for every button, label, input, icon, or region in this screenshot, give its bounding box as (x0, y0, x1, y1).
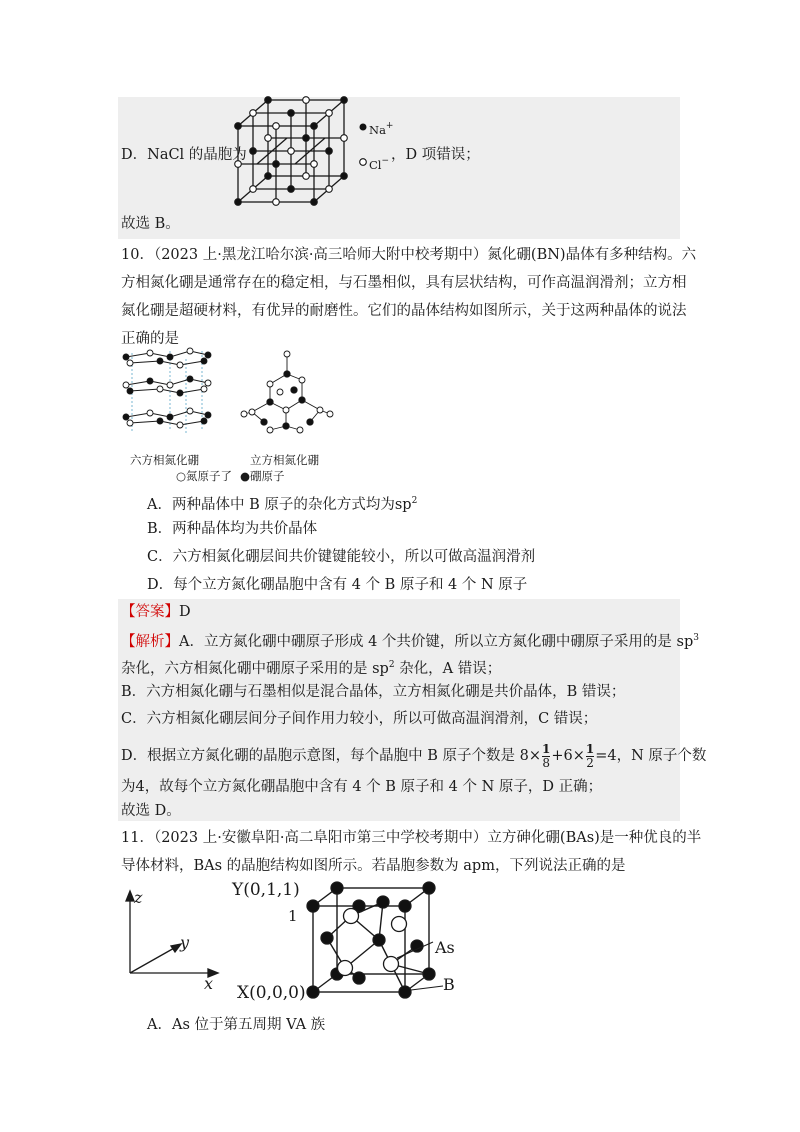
conclusion-b: 故选 B。 (121, 216, 180, 232)
nacl-unit-cell-figure (230, 96, 360, 216)
cubic-bn-figure (240, 350, 335, 435)
q11-option-a[interactable]: A．As 位于第五周期 VA 族 (147, 1017, 326, 1033)
q10-option-d[interactable]: D．每个立方氮化硼晶胞中含有 4 个 B 原子和 4 个 N 原子 (147, 577, 528, 593)
axis-x-label: x (204, 974, 214, 993)
fig-label-hexagonal: 六方相氮化硼 (130, 453, 199, 467)
q10-option-b[interactable]: B．两种晶体均为共价晶体 (147, 521, 318, 537)
q10-analysis-a2: 杂化，六方相氮化硼中硼原子采用的是 $sp^2$ 杂化，A 错误； (121, 660, 502, 677)
q10-analysis-a1: 【解析】A．立方氮化硼中硼原子形成 4 个共价键，所以立方氮化硼中硼原子采用的是 $sp^3$ (121, 633, 699, 650)
hexagonal-bn-figure (120, 345, 215, 440)
label-point-y: Y(0,1,1) (232, 880, 300, 900)
legend-na-dot (358, 122, 368, 132)
axis-y-label: y (180, 933, 190, 952)
legend-cl-dot (358, 157, 368, 167)
q10-stem-line1: 10．（2023 上·黑龙江哈尔滨·高三哈师大附中校考期中）氮化硼(BN)晶体有多种结构。六 (121, 247, 697, 263)
bas-unit-cell-figure (305, 882, 445, 1002)
q10-analysis-c: C．六方相氮化硼层间分子间作用力较小，所以可做高温润滑剂，C 错误； (121, 711, 598, 727)
legend-cl: Cl− (369, 156, 390, 172)
q10-option-a[interactable]: A．两种晶体中 B 原子的杂化方式均为$sp^2$ (147, 496, 418, 513)
q10-stem-line3: 氮化硼是超硬材料，有优异的耐磨性。它们的晶体结构如图所示，关于这两种晶体的说法 (121, 303, 687, 319)
label-point-x: X(0,0,0) (237, 983, 306, 1003)
q10-option-c[interactable]: C．六方相氮化硼层间共价键键能较小，所以可做高温润滑剂 (147, 549, 536, 565)
q11-stem-line2: 导体材料，BAs 的晶胞结构如图所示。若晶胞参数为 apm，下列说法正确的是 (121, 858, 626, 874)
fraction-one-half: $\frac{1}{2}$ (585, 741, 595, 770)
q10-stem-line2: 方相氮化硼是通常存在的稳定相，与石墨相似，具有层状结构，可作高温润滑剂；立方相 (121, 275, 687, 291)
label-as: As (435, 938, 455, 957)
fig-label-cubic: 立方相氮化硼 (250, 453, 319, 467)
q10-analysis-end: 故选 D。 (121, 803, 181, 819)
q10-analysis-d: D．根据立方氮化硼的晶胞示意图，每个晶胞中 B 原子个数是 8× $\frac{1}{8}$ +6× $\frac{1}{2}$ =4，N 原子个数 (121, 741, 707, 770)
fraction-one-eighth: $\frac{1}{8}$ (541, 741, 551, 770)
q10-analysis-b: B．六方相氮化硼与石墨相似是混合晶体，立方相氮化硼是共价晶体，B 错误； (121, 684, 626, 700)
axis-z-label: z (134, 888, 143, 907)
legend-na: Na+ (369, 121, 394, 137)
q10-stem-line4: 正确的是 (121, 331, 179, 347)
option-d-suffix: ，D 项错误； (391, 147, 480, 163)
fig-legend-boron: ●硼原子 (240, 469, 285, 483)
q10-analysis-d2: 为4，故每个立方氮化硼晶胞中含有 4 个 B 原子和 4 个 N 原子，D 正确； (121, 779, 603, 795)
fig-legend-nitrogen: ○氮原子了 (176, 469, 233, 483)
q11-stem-line1: 11．（2023 上·安徽阜阳·高二阜阳市第三中学校考期中）立方砷化硼(BAs)是一种优良的半 (121, 830, 702, 846)
label-b: B (443, 975, 455, 994)
analysis-shade-top (118, 97, 680, 239)
label-one: 1 (288, 907, 298, 925)
q10-answer: 【答案】D (121, 604, 191, 620)
option-d-prefix: D．NaCl 的晶胞为 (121, 147, 247, 163)
